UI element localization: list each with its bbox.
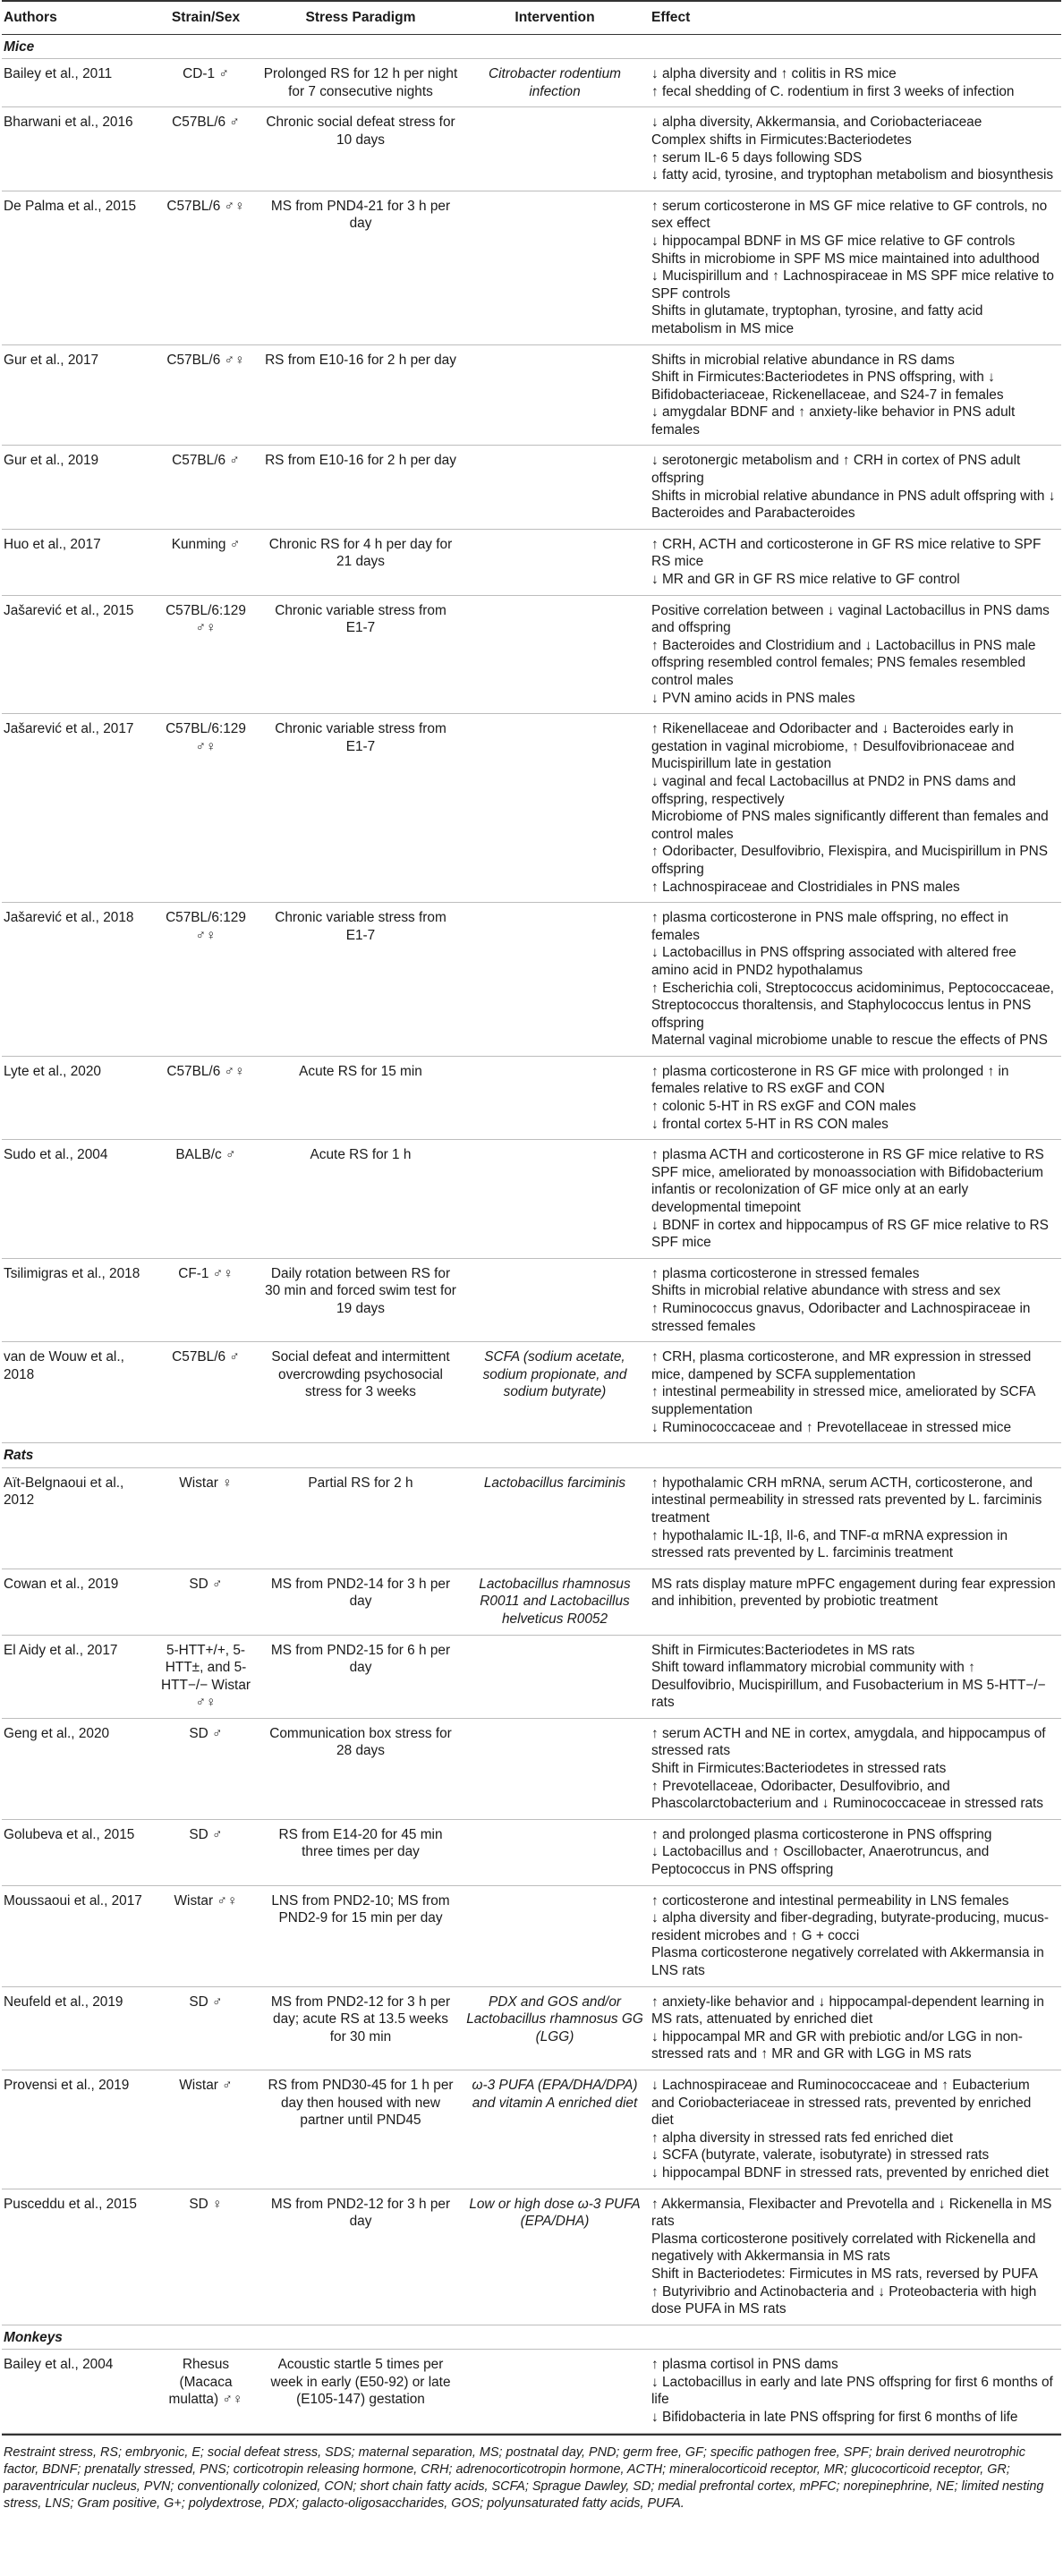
cell-stress-paradigm: RS from E10-16 for 2 h per day — [261, 344, 463, 446]
table-row — [2, 595, 1061, 714]
table-header — [2, 1, 1061, 34]
effect-line: ↑ Rikenellaceae and Odoribacter and ↓ Bacteroides early in gestation in vaginal microbiome, ↑ Desulfovibrionaceae and Mucispirillum late in gestation — [651, 721, 1015, 772]
header-intervention: Intervention — [463, 1, 650, 34]
effect-line: ↑ Ruminococcus gnavus, Odoribacter and Lachnospiraceae in stressed females — [651, 1301, 1031, 1334]
cell-strain-sex: SD ♂ — [154, 1819, 261, 1885]
cell-intervention — [463, 1819, 650, 1885]
cell-intervention — [463, 1258, 650, 1341]
cell-intervention — [463, 1885, 650, 1986]
cell-strain-sex: C57BL/6 ♂ — [154, 446, 261, 529]
table-row — [2, 1718, 1061, 1819]
section-heading: Rats — [2, 1443, 1061, 1468]
effect-line: ↑ hypothalamic IL-1β, Il-6, and TNF-α mRNA expression in stressed rats prevented by L. farciminis treatment — [651, 1527, 1008, 1561]
effect-line: ↓ fatty acid, tyrosine, and tryptophan metabolism and biosynthesis — [651, 167, 1054, 183]
cell-author: Golubeva et al., 2015 — [2, 1819, 154, 1885]
section-row-rats — [2, 1443, 1061, 1468]
cell-intervention — [463, 2350, 650, 2433]
effect-line: Shifts in microbial relative abundance with stress and sex — [651, 1283, 1001, 1299]
cell-effect — [650, 2350, 1061, 2433]
table-row — [2, 107, 1061, 191]
cell-author: Jašarević et al., 2015 — [2, 595, 154, 714]
table-footnote: Restraint stress, RS; embryonic, E; social defeat stress, SDS; maternal separation, MS; postnatal day, PND; germ free, GF; specific pathogen free, SPF; brain derived neurotrophic factor, BDNF; prenatally stressed, PNS; corticotropin releasing hormone, CRH; adrenocorticotropin hormone, ACTH; mineralocorticoid receptor, MR; glucocorticoid receptor, GR; paraventricular nucleus, PVN; conventionally colonized, CON; short chain fatty acids, SCFA; Sprague Dawley, SD; medial prefrontal cortex, mPFC; norepinephrine, NE; limited nesting stress, LNS; Gram positive, G+; polydextrose, PDX; galacto-oligosaccharides, GOS; polyunsaturated fatty acids, PUFA. — [2, 2434, 1061, 2521]
cell-stress-paradigm: Daily rotation between RS for 30 min and forced swim test for 19 days — [261, 1258, 463, 1341]
table-row — [2, 1569, 1061, 1635]
cell-effect — [650, 1885, 1061, 1986]
effect-line: ↓ frontal cortex 5-HT in RS CON males — [651, 1116, 889, 1132]
effect-line: Positive correlation between ↓ vaginal Lactobacillus in PNS dams and offspring — [651, 602, 1050, 636]
cell-intervention — [463, 1056, 650, 1139]
section-heading: Monkeys — [2, 2325, 1061, 2350]
effect-line: Complex shifts in Firmicutes:Bacteriodetes — [651, 132, 912, 148]
cell-intervention — [463, 595, 650, 714]
cell-stress-paradigm: LNS from PND2-10; MS from PND2-9 for 15 min per day — [261, 1885, 463, 1986]
cell-author: Geng et al., 2020 — [2, 1718, 154, 1819]
cell-stress-paradigm: MS from PND2-12 for 3 h per day; acute RS at 13.5 weeks for 30 min — [261, 1986, 463, 2070]
effect-line: ↓ vaginal and fecal Lactobacillus at PND2 in PNS dams and offspring, respectively — [651, 773, 1016, 807]
cell-intervention — [463, 107, 650, 191]
effect-line: ↑ fecal shedding of C. rodentium in first 3 weeks of infection — [651, 83, 1015, 99]
table-row — [2, 191, 1061, 344]
effect-line: ↑ intestinal permeability in stressed mice, ameliorated by SCFA supplementation — [651, 1384, 1035, 1417]
effect-line: Shift in Firmicutes:Bacteriodetes in MS rats — [651, 1642, 915, 1658]
cell-strain-sex: C57BL/6 ♂ — [154, 107, 261, 191]
cell-effect — [650, 714, 1061, 903]
table-row — [2, 1140, 1061, 1259]
cell-stress-paradigm: MS from PND2-12 for 3 h per day — [261, 2189, 463, 2325]
cell-intervention: PDX and GOS and/or Lactobacillus rhamnosus GG (LGG) — [463, 1986, 650, 2070]
effect-line: ↓ amygdalar BDNF and ↑ anxiety-like behavior in PNS adult females — [651, 404, 1016, 438]
effect-line: ↓ alpha diversity and fiber-degrading, butyrate-producing, mucus-resident microbes and ↑ G + cocci — [651, 1910, 1049, 1943]
cell-stress-paradigm: MS from PND2-15 for 6 h per day — [261, 1635, 463, 1718]
effect-line: ↓ BDNF in cortex and hippocampus of RS GF mice relative to RS SPF mice — [651, 1217, 1049, 1251]
cell-author: Bailey et al., 2011 — [2, 59, 154, 107]
effect-line: ↑ Bacteroides and Clostridium and ↓ Lactobacillus in PNS male offspring resembled control females; PNS females resembled control males — [651, 637, 1036, 688]
cell-intervention: Low or high dose ω-3 PUFA (EPA/DHA) — [463, 2189, 650, 2325]
effect-line: Microbiome of PNS males significantly different than females and control males — [651, 809, 1049, 842]
effect-line: ↑ colonic 5-HT in RS exGF and CON males — [651, 1099, 916, 1115]
table-row — [2, 2189, 1061, 2325]
cell-stress-paradigm: Chronic variable stress from E1-7 — [261, 595, 463, 714]
effect-line: ↑ plasma corticosterone in PNS male offspring, no effect in females — [651, 910, 1008, 943]
cell-stress-paradigm: Acute RS for 15 min — [261, 1056, 463, 1139]
cell-strain-sex: SD ♂ — [154, 1569, 261, 1635]
studies-table — [2, 0, 1061, 2434]
cell-intervention — [463, 529, 650, 595]
effect-line: ↑ CRH, ACTH and corticosterone in GF RS mice relative to SPF RS mice — [651, 536, 1042, 570]
effect-line: ↓ Mucispirillum and ↑ Lachnospiraceae in MS SPF mice relative to SPF controls — [651, 268, 1054, 302]
cell-stress-paradigm: MS from PND2-14 for 3 h per day — [261, 1569, 463, 1635]
effect-line: ↓ serotonergic metabolism and ↑ CRH in cortex of PNS adult offspring — [651, 453, 1021, 487]
cell-effect — [650, 2070, 1061, 2189]
effect-line: ↑ Escherichia coli, Streptococcus acidominimus, Peptococcaceae, Streptococcus thoraltensis, and Staphylococcus lentus in PNS offspring — [651, 980, 1054, 1031]
cell-strain-sex: Kunming ♂ — [154, 529, 261, 595]
cell-strain-sex: Wistar ♂ — [154, 2070, 261, 2189]
table-row — [2, 1986, 1061, 2070]
cell-stress-paradigm: Communication box stress for 28 days — [261, 1718, 463, 1819]
cell-effect — [650, 529, 1061, 595]
effect-line: ↑ corticosterone and intestinal permeability in LNS females — [651, 1892, 1009, 1909]
effect-line: ↑ Prevotellaceae, Odoribacter, Desulfovibrio, and Phascolarctobacterium and ↓ Ruminococcaceae in stressed rats — [651, 1778, 1043, 1812]
cell-author: Neufeld et al., 2019 — [2, 1986, 154, 2070]
cell-intervention: ω-3 PUFA (EPA/DHA/DPA) and vitamin A enriched diet — [463, 2070, 650, 2189]
effect-line: ↓ Lactobacillus in PNS offspring associated with altered free amino acid in PND2 hypothalamus — [651, 945, 1016, 978]
cell-stress-paradigm: MS from PND4-21 for 3 h per day — [261, 191, 463, 344]
cell-stress-paradigm: RS from E14-20 for 45 min three times per day — [261, 1819, 463, 1885]
effect-line: Shift toward inflammatory microbial community with ↑ Desulfovibrio, Mucispirillum, and Fusobacterium in MS 5-HTT−/− rats — [651, 1660, 1046, 1711]
table-row — [2, 1056, 1061, 1139]
cell-intervention: Citrobacter rodentium infection — [463, 59, 650, 107]
effect-line: Shift in Firmicutes:Bacteriodetes in stressed rats — [651, 1761, 947, 1777]
cell-stress-paradigm: Social defeat and intermittent overcrowding psychosocial stress for 3 weeks — [261, 1342, 463, 1443]
cell-author: Cowan et al., 2019 — [2, 1569, 154, 1635]
cell-stress-paradigm: Acute RS for 1 h — [261, 1140, 463, 1259]
cell-effect — [650, 446, 1061, 529]
cell-stress-paradigm: Partial RS for 2 h — [261, 1467, 463, 1569]
effect-line: ↓ Bifidobacteria in late PNS offspring for first 6 months of life — [651, 2410, 1018, 2426]
effect-line: ↑ plasma cortisol in PNS dams — [651, 2357, 838, 2373]
cell-strain-sex: CF-1 ♂♀ — [154, 1258, 261, 1341]
effect-line: ↓ SCFA (butyrate, valerate, isobutyrate) in stressed rats — [651, 2147, 990, 2164]
cell-stress-paradigm: Chronic variable stress from E1-7 — [261, 903, 463, 1057]
effect-line: Shift in Bacteriodetes: Firmicutes in MS rats, reversed by PUFA — [651, 2266, 1038, 2282]
table-row — [2, 344, 1061, 446]
effect-line: ↑ CRH, plasma corticosterone, and MR expression in stressed mice, dampened by SCFA supplementation — [651, 1349, 1032, 1382]
cell-effect — [650, 1986, 1061, 2070]
effect-line: ↓ hippocampal MR and GR with prebiotic and/or LGG in non-stressed rats and ↑ MR and GR with LGG in MS rats — [651, 2028, 1023, 2062]
section-row-mice — [2, 34, 1061, 59]
effect-line: ↑ plasma ACTH and corticosterone in RS GF mice relative to RS SPF mice, ameliorated by monoassociation with Bifidobacterium infantis or recolonization of GF mice only at an early developmental timepoint — [651, 1147, 1044, 1216]
table-row — [2, 446, 1061, 529]
cell-strain-sex: C57BL/6 ♂ — [154, 1342, 261, 1443]
effect-line: ↓ MR and GR in GF RS mice relative to GF control — [651, 572, 960, 588]
cell-strain-sex: Rhesus (Macaca mulatta) ♂♀ — [154, 2350, 261, 2433]
effect-line: ↑ plasma corticosterone in stressed females — [651, 1265, 920, 1281]
cell-intervention — [463, 344, 650, 446]
cell-author: Sudo et al., 2004 — [2, 1140, 154, 1259]
cell-effect — [650, 595, 1061, 714]
effect-line: ↓ PVN amino acids in PNS males — [651, 690, 855, 706]
table-row — [2, 2350, 1061, 2433]
effect-line: ↑ serum corticosterone in MS GF mice relative to GF controls, no sex effect — [651, 198, 1048, 232]
table-row — [2, 59, 1061, 107]
cell-strain-sex: C57BL/6:129 ♂♀ — [154, 714, 261, 903]
effect-line: ↑ Butyrivibrio and Actinobacteria and ↓ Proteobacteria with high dose PUFA in MS rats — [651, 2283, 1037, 2317]
cell-strain-sex: 5-HTT+/+, 5-HTT±, and 5-HTT−/− Wistar ♂♀ — [154, 1635, 261, 1718]
cell-stress-paradigm: Chronic social defeat stress for 10 days — [261, 107, 463, 191]
cell-intervention — [463, 446, 650, 529]
effect-line: ↑ hypothalamic CRH mRNA, serum ACTH, corticosterone, and intestinal permeability in stressed rats prevented by L. farciminis treatment — [651, 1475, 1042, 1526]
cell-author: Provensi et al., 2019 — [2, 2070, 154, 2189]
cell-strain-sex: C57BL/6:129 ♂♀ — [154, 595, 261, 714]
header-row — [2, 1, 1061, 34]
header-strain-sex: Strain/Sex — [154, 1, 261, 34]
effect-line: ↑ and prolonged plasma corticosterone in PNS offspring — [651, 1826, 992, 1842]
cell-author: Bailey et al., 2004 — [2, 2350, 154, 2433]
cell-effect — [650, 1635, 1061, 1718]
table-row — [2, 1635, 1061, 1718]
cell-author: Moussaoui et al., 2017 — [2, 1885, 154, 1986]
effect-line: ↑ Lachnospiraceae and Clostridiales in PNS males — [651, 879, 960, 895]
cell-intervention — [463, 1718, 650, 1819]
effect-line: Plasma corticosterone negatively correlated with Akkermansia in LNS rats — [651, 1945, 1044, 1978]
effect-line: ↓ Lactobacillus in early and late PNS offspring for first 6 months of life — [651, 2374, 1053, 2408]
cell-author: Aït-Belgnaoui et al., 2012 — [2, 1467, 154, 1569]
section-row-monkeys — [2, 2325, 1061, 2350]
cell-intervention — [463, 1635, 650, 1718]
cell-effect — [650, 1056, 1061, 1139]
table-body — [2, 34, 1061, 2433]
cell-stress-paradigm: RS from PND30-45 for 1 h per day then housed with new partner until PND45 — [261, 2070, 463, 2189]
cell-strain-sex: C57BL/6 ♂♀ — [154, 344, 261, 446]
effect-line: ↓ Lactobacillus and ↑ Oscillobacter, Anaerotruncus, and Peptococcus in PNS offspring — [651, 1844, 990, 1878]
cell-author: Huo et al., 2017 — [2, 529, 154, 595]
cell-author: El Aidy et al., 2017 — [2, 1635, 154, 1718]
cell-author: Gur et al., 2017 — [2, 344, 154, 446]
section-heading: Mice — [2, 34, 1061, 59]
cell-author: Jašarević et al., 2018 — [2, 903, 154, 1057]
cell-intervention: Lactobacillus rhamnosus R0011 and Lactobacillus helveticus R0052 — [463, 1569, 650, 1635]
cell-effect — [650, 1467, 1061, 1569]
effect-line: ↓ Lachnospiraceae and Ruminococcaceae and ↑ Eubacterium and Coriobacteriaceae in stressed rats, prevented by enriched diet — [651, 2077, 1032, 2129]
cell-strain-sex: C57BL/6 ♂♀ — [154, 1056, 261, 1139]
effect-line: ↑ anxiety-like behavior and ↓ hippocampal-dependent learning in MS rats, attenuated by enriched diet — [651, 1994, 1044, 2028]
cell-strain-sex: SD ♀ — [154, 2189, 261, 2325]
effect-line: Shifts in microbiome in SPF MS mice maintained into adulthood — [651, 251, 1040, 267]
cell-intervention — [463, 1140, 650, 1259]
cell-author: Jašarević et al., 2017 — [2, 714, 154, 903]
cell-effect — [650, 1819, 1061, 1885]
cell-effect — [650, 59, 1061, 107]
effect-line: Shifts in glutamate, tryptophan, tyrosine, and fatty acid metabolism in MS mice — [651, 303, 983, 336]
cell-strain-sex: C57BL/6 ♂♀ — [154, 191, 261, 344]
table-row — [2, 1342, 1061, 1443]
effect-line: Maternal vaginal microbiome unable to rescue the effects of PNS — [651, 1033, 1048, 1049]
effect-line: ↑ plasma corticosterone in RS GF mice with prolonged ↑ in females relative to RS exGF and CON — [651, 1063, 1009, 1097]
cell-strain-sex: SD ♂ — [154, 1718, 261, 1819]
table-row — [2, 1819, 1061, 1885]
cell-stress-paradigm: Chronic variable stress from E1-7 — [261, 714, 463, 903]
effect-line: ↓ alpha diversity, Akkermansia, and Coriobacteriaceae — [651, 115, 982, 131]
cell-effect — [650, 2189, 1061, 2325]
cell-intervention — [463, 714, 650, 903]
cell-intervention — [463, 191, 650, 344]
cell-strain-sex: CD-1 ♂ — [154, 59, 261, 107]
table-row — [2, 903, 1061, 1057]
cell-effect — [650, 1342, 1061, 1443]
effect-line: ↑ serum IL-6 5 days following SDS — [651, 149, 863, 166]
cell-strain-sex: Wistar ♂♀ — [154, 1885, 261, 1986]
cell-effect — [650, 344, 1061, 446]
cell-author: Gur et al., 2019 — [2, 446, 154, 529]
cell-stress-paradigm: Acoustic startle 5 times per week in early (E50-92) or late (E105-147) gestation — [261, 2350, 463, 2433]
header-stress-paradigm: Stress Paradigm — [261, 1, 463, 34]
cell-effect — [650, 1140, 1061, 1259]
cell-strain-sex: BALB/c ♂ — [154, 1140, 261, 1259]
effect-line: Shifts in microbial relative abundance in PNS adult offspring with ↓ Bacteroides and Parabacteroides — [651, 488, 1056, 522]
cell-effect — [650, 903, 1061, 1057]
effect-line: Plasma corticosterone positively correlated with Rickenella and negatively with Akkermansia in MS rats — [651, 2231, 1036, 2265]
header-effect: Effect — [650, 1, 1061, 34]
effect-line: ↓ hippocampal BDNF in MS GF mice relative to GF controls — [651, 233, 1016, 249]
effect-line: MS rats display mature mPFC engagement during fear expression and inhibition, prevented by probiotic treatment — [651, 1576, 1056, 1610]
cell-intervention — [463, 903, 650, 1057]
cell-author: De Palma et al., 2015 — [2, 191, 154, 344]
cell-strain-sex: Wistar ♀ — [154, 1467, 261, 1569]
cell-effect — [650, 1718, 1061, 1819]
cell-effect — [650, 107, 1061, 191]
cell-effect — [650, 1569, 1061, 1635]
cell-effect — [650, 191, 1061, 344]
cell-stress-paradigm: Prolonged RS for 12 h per night for 7 consecutive nights — [261, 59, 463, 107]
cell-author: van de Wouw et al., 2018 — [2, 1342, 154, 1443]
cell-strain-sex: C57BL/6:129 ♂♀ — [154, 903, 261, 1057]
cell-author: Tsilimigras et al., 2018 — [2, 1258, 154, 1341]
cell-author: Lyte et al., 2020 — [2, 1056, 154, 1139]
effect-line: Shift in Firmicutes:Bacteriodetes in PNS offspring, with ↓ Bifidobacteriaceae, Rickenellaceae, and S24-7 in females — [651, 370, 1004, 403]
effect-line: ↓ Ruminococcaceae and ↑ Prevotellaceae in stressed mice — [651, 1419, 1012, 1435]
table-row — [2, 1467, 1061, 1569]
cell-author: Pusceddu et al., 2015 — [2, 2189, 154, 2325]
cell-intervention: Lactobacillus farciminis — [463, 1467, 650, 1569]
effect-line: ↓ hippocampal BDNF in stressed rats, prevented by enriched diet — [651, 2164, 1049, 2181]
cell-stress-paradigm: Chronic RS for 4 h per day for 21 days — [261, 529, 463, 595]
cell-author: Bharwani et al., 2016 — [2, 107, 154, 191]
effect-line: ↑ serum ACTH and NE in cortex, amygdala, and hippocampus of stressed rats — [651, 1725, 1046, 1759]
effect-line: ↑ Akkermansia, Flexibacter and Prevotella and ↓ Rickenella in MS rats — [651, 2196, 1052, 2230]
cell-strain-sex: SD ♂ — [154, 1986, 261, 2070]
table-row — [2, 1885, 1061, 1986]
table-row — [2, 529, 1061, 595]
cell-stress-paradigm: RS from E10-16 for 2 h per day — [261, 446, 463, 529]
header-authors: Authors — [2, 1, 154, 34]
table-row — [2, 2070, 1061, 2189]
cell-intervention: SCFA (sodium acetate, sodium propionate, and sodium butyrate) — [463, 1342, 650, 1443]
effect-line: ↑ alpha diversity in stressed rats fed enriched diet — [651, 2130, 954, 2146]
table-row — [2, 1258, 1061, 1341]
effect-line: ↓ alpha diversity and ↑ colitis in RS mice — [651, 66, 897, 82]
effect-line: Shifts in microbial relative abundance in RS dams — [651, 352, 955, 368]
cell-effect — [650, 1258, 1061, 1341]
effect-line: ↑ Odoribacter, Desulfovibrio, Flexispira, and Mucispirillum in PNS offspring — [651, 844, 1049, 877]
table-row — [2, 714, 1061, 903]
